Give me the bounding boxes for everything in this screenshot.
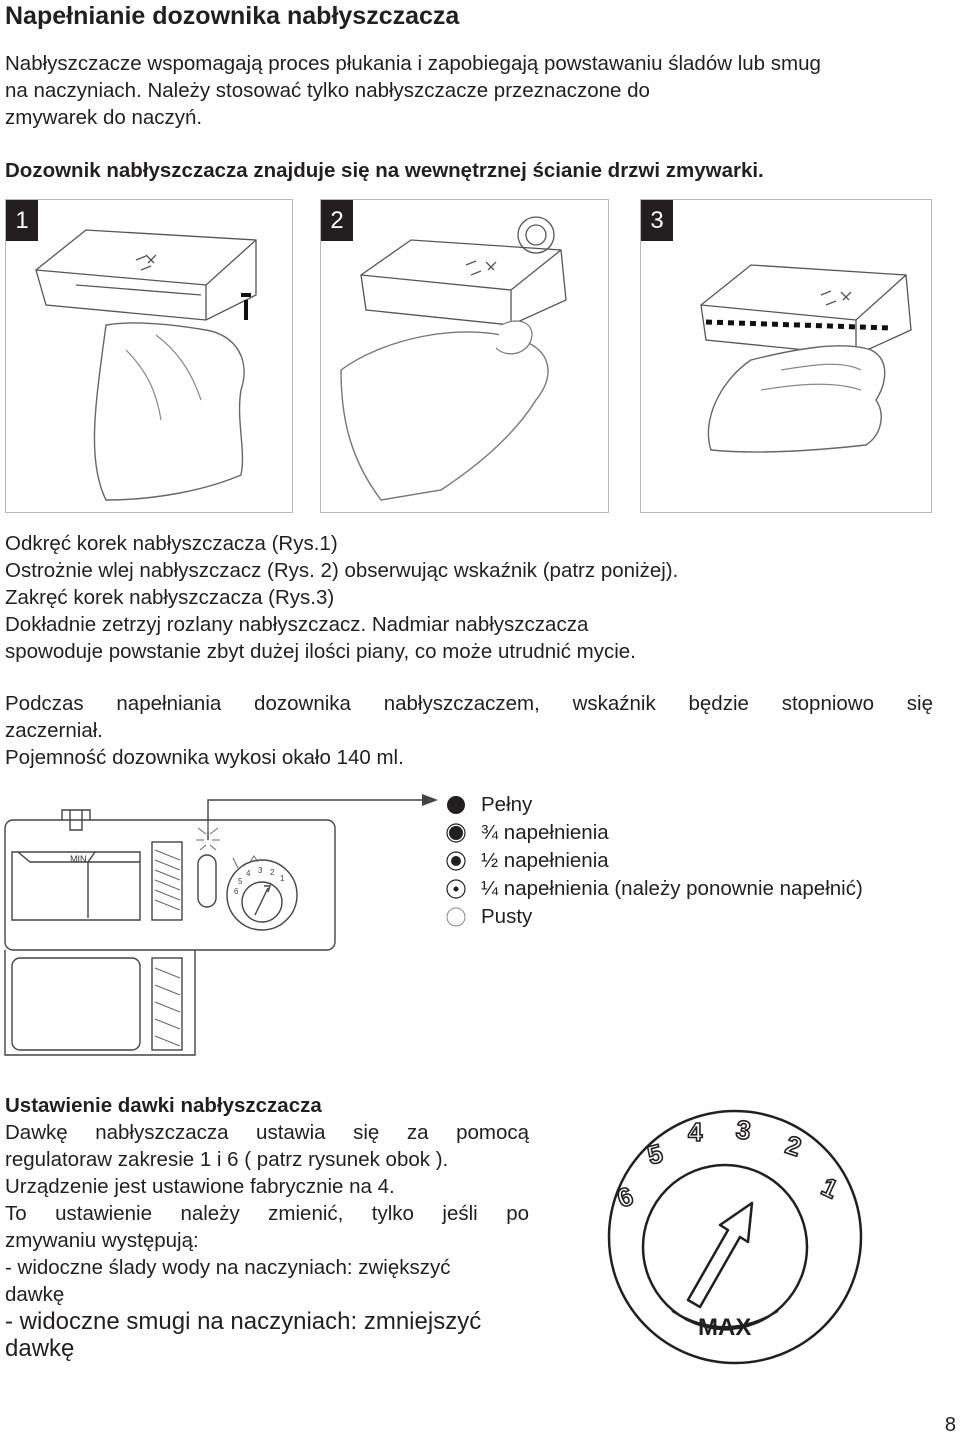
legend-row-quarter [446, 875, 863, 903]
fill-info-line: Podczas napełniania dozownika nabłyszczaczem, wskaźnik będzie stopniowo się [5, 692, 933, 715]
dial-number: 2 [782, 1129, 806, 1163]
dispenser-panel-diagram [0, 790, 440, 1065]
fill-info-line: zaczerniał. [5, 719, 103, 742]
intro-paragraph [5, 50, 945, 131]
setting-section [5, 1092, 535, 1362]
empty-indicator-icon [446, 907, 466, 927]
legend-label: ½ napełnienia [481, 849, 609, 872]
figure-number: 1 [6, 200, 38, 241]
legend-row-three-quarter [446, 819, 609, 847]
figure-1-illustration [6, 200, 292, 512]
step-line: Ostrożnie wlej nabłyszczacz (Rys. 2) obserwując wskaźnik (patrz poniżej). [5, 559, 679, 582]
min-label: MIN [70, 854, 87, 864]
step-line: Zakręć korek nabłyszczacza (Rys.3) [5, 586, 335, 609]
page-number: 8 [944, 1414, 956, 1436]
max-label: MAX [698, 1314, 752, 1341]
figure-1 [5, 199, 293, 513]
intro-line: zmywarek do naczyń. [5, 106, 203, 129]
legend-label: Pusty [481, 905, 533, 928]
panel-dial-number: 4 [246, 869, 251, 878]
panel-dial-number: 6 [234, 887, 239, 896]
legend-row-empty [446, 903, 532, 931]
fill-info-line: Pojemność dozownika wykosi okało 140 ml. [5, 746, 404, 769]
steps-block [5, 530, 945, 665]
full-indicator-icon [446, 795, 466, 815]
intro-line: na naczyniach. Należy stosować tylko nabłyszczacze przeznaczone do [5, 79, 650, 102]
quarter-indicator-icon [446, 879, 466, 899]
panel-dial-number: 3 [258, 866, 263, 875]
dial-number: 5 [644, 1137, 666, 1171]
location-text: Dozownik nabłyszczacza znajduje się na wewnętrznej ścianie drzwi zmywarki. [5, 159, 764, 182]
half-indicator-icon [446, 851, 466, 871]
step-line: Dokładnie zetrzyj rozlany nabłyszczacz. Nadmiar nabłyszczacza [5, 613, 589, 636]
intro-line: Nabłyszczacze wspomagają proces płukania i zapobiegają powstawaniu śladów lub smug [5, 52, 821, 75]
legend-label: ¾ napełnienia [481, 821, 609, 844]
panel-dial-number: 5 [238, 877, 243, 886]
panel-dial-number: 1 [280, 874, 285, 883]
step-line: Odkręć korek nabłyszczacza (Rys.1) [5, 532, 338, 555]
dial-number: 3 [734, 1114, 753, 1146]
fill-info [5, 690, 945, 771]
legend-row-half [446, 847, 609, 875]
figure-number: 2 [321, 200, 353, 241]
setting-line: - widoczne smugi na naczyniach: zmniejszyć [5, 1308, 482, 1335]
panel-dial-number: 2 [270, 868, 275, 877]
setting-heading: Ustawienie dawki nabłyszczacza [5, 1094, 322, 1117]
setting-line: Dawkę nabłyszczacza ustawia się za pomocą [5, 1121, 529, 1144]
dosage-dial-diagram [600, 1105, 870, 1370]
page-title: Napełnianie dozownika nabłyszczacza [5, 2, 460, 30]
dial-number: 4 [688, 1117, 703, 1147]
setting-line: regulatoraw zakresie 1 i 6 ( patrz rysunek obok ). [5, 1148, 449, 1171]
setting-line: dawkę [5, 1283, 65, 1306]
figure-3-illustration [641, 200, 931, 512]
legend-label: ¼ napełnienia (należy ponownie napełnić) [481, 877, 863, 900]
figure-2-illustration [321, 200, 608, 512]
legend-label: Pełny [481, 793, 533, 816]
dial-number: 1 [816, 1171, 843, 1205]
figure-3 [640, 199, 932, 513]
setting-line: - widoczne ślady wody na naczyniach: zwiększyć [5, 1256, 451, 1279]
setting-line: zmywaniu występują: [5, 1229, 199, 1252]
three-quarter-indicator-icon [446, 823, 466, 843]
setting-line: To ustawienie należy zmienić, tylko jeśli po [5, 1202, 529, 1225]
setting-line: Urządzenie jest ustawione fabrycznie na 4. [5, 1175, 395, 1198]
arrow-head-icon [420, 794, 440, 808]
setting-line: dawkę [5, 1335, 75, 1362]
step-line: spowoduje powstanie zbyt dużej ilości piany, co może utrudnić mycie. [5, 640, 636, 663]
dial-number: 6 [613, 1180, 637, 1214]
legend-row-full [446, 791, 532, 819]
figure-number: 3 [641, 200, 673, 241]
figure-2 [320, 199, 609, 513]
